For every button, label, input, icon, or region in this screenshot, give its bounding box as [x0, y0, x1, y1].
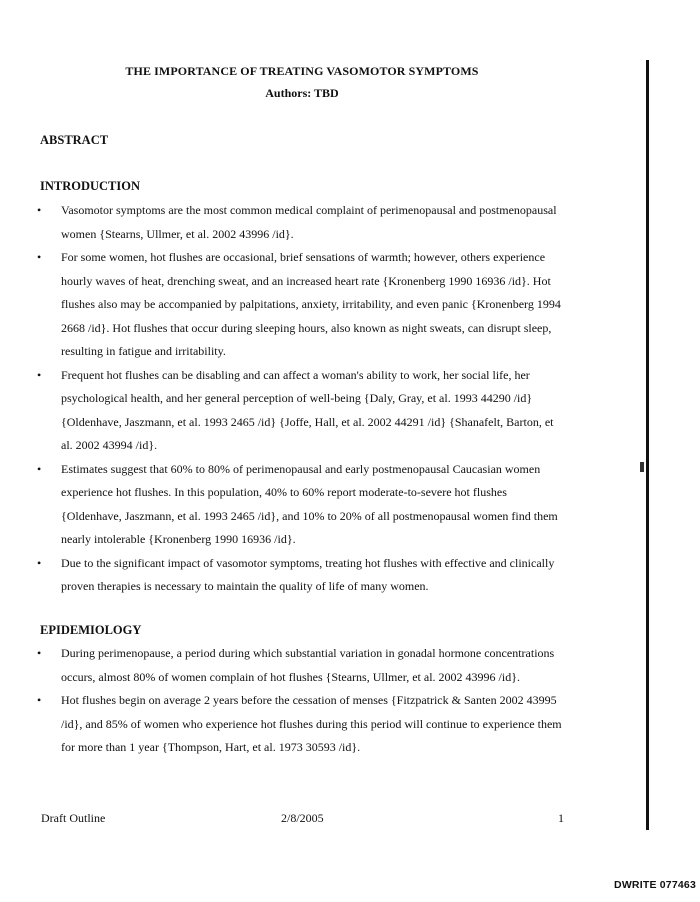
introduction-heading: INTRODUCTION: [40, 179, 141, 193]
introduction-bullet: • For some women, hot flushes are occasional, brief sensations of warmth; however, others experience hourly waves of heat, drenching sweat, and an increased heart rate {Kronenberg 1990 16936 /id}. Hot flushes also may be accompanied by palpitations, anxiety, irritability, and even panic {Kronenberg 1994 2668 /id}. Hot flushes that occur during sleeping hours, also known as night sweats, can disrupt sleep, resulting in fatigue and irritability.: [36, 246, 566, 364]
epidemiology-bullet: • During perimenopause, a period during which substantial variation in gonadal hormone concentrations occurs, almost 80% of women complain of hot flushes {Stearns, Ullmer, et al. 2002 43996 /id}.: [36, 642, 566, 689]
introduction-bullet: • Due to the significant impact of vasomotor symptoms, treating hot flushes with effective and clinically proven therapies is necessary to maintain the quality of life of many women.: [36, 552, 566, 599]
bates-stamp: DWRITE 077463: [614, 879, 696, 891]
footer-date: 2/8/2005: [281, 811, 324, 825]
document-authors: Authors: TBD: [265, 86, 339, 100]
introduction-bullet: • Vasomotor symptoms are the most common medical complaint of perimenopausal and postmenopausal women {Stearns, Ullmer, et al. 2002 43996 /id}.: [36, 199, 566, 246]
epidemiology-heading: EPIDEMIOLOGY: [40, 623, 142, 637]
document-title: THE IMPORTANCE OF TREATING VASOMOTOR SYMPTOMS: [125, 64, 479, 78]
page-edge-rule: [646, 60, 649, 830]
abstract-heading: ABSTRACT: [40, 133, 109, 147]
footer-draft-label: Draft Outline: [41, 811, 106, 825]
epidemiology-bullet-list: [36, 642, 566, 760]
introduction-bullet-list: [36, 199, 566, 599]
epidemiology-bullet: • Hot flushes begin on average 2 years before the cessation of menses {Fitzpatrick & Santen 2002 43995 /id}, and 85% of women who experience hot flushes during this period will continue to experience them for more than 1 year {Thompson, Hart, et al. 1973 30593 /id}.: [36, 689, 566, 760]
footer-page-number: 1: [558, 811, 564, 825]
page-edge-mark: [640, 462, 644, 472]
introduction-bullet: • Frequent hot flushes can be disabling and can affect a woman's ability to work, her social life, her psychological health, and her general perception of well-being {Daly, Gray, et al. 1993 44290 /id} {Oldenhave, Jaszmann, et al. 1993 2465 /id} {Joffe, Hall, et al. 2002 44291 /id} {Shanafelt, Barton, et al. 2002 43994 /id}.: [36, 364, 566, 458]
introduction-bullet: • Estimates suggest that 60% to 80% of perimenopausal and early postmenopausal Caucasian women experience hot flushes. In this population, 40% to 60% report moderate-to-severe hot flushes {Oldenhave, Jaszmann, et al. 1993 2465 /id}, and 10% to 20% of all postmenopausal women find them nearly intolerable {Kronenberg 1990 16936 /id}.: [36, 458, 566, 552]
